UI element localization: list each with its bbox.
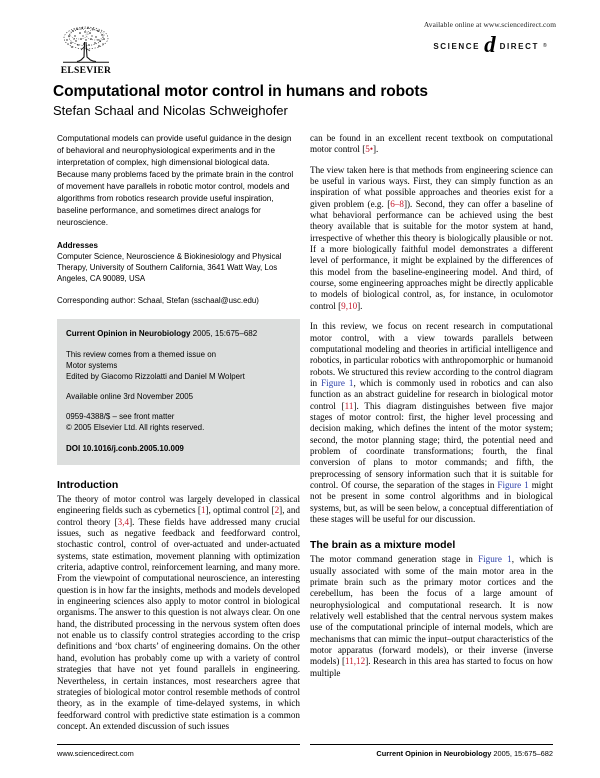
addresses-body: Computer Science, Neuroscience & Biokinesiology and Physical Therapy, University of Southern California, 3641 Watt Way, Los Angeles, CA 90089, USA — [57, 252, 282, 283]
sciencedirect-word-direct: DIRECT — [499, 41, 539, 51]
footer-left-rule — [57, 744, 300, 745]
intro-paragraph-1 — [57, 494, 300, 732]
right-p3-text-c: ]. This diagram distinguishes between five major stages of motor control: first, the higher level processing and decision making, which defines the intent of the motor system; second, the motor planning stage; third, the potential need and problem of coordinate transformations; fourth, the final conversion of plans to motor commands; and fifth, the preprocessing of sensory information such that it is suitable for control. Of course, the separation of the stages in — [310, 400, 553, 490]
figure-1-link-first[interactable]: Figure 1 — [321, 377, 354, 388]
sciencedirect-available-text: Available online at www.sciencedirect.com — [423, 20, 557, 29]
right-p1-text-b: ]. — [373, 144, 379, 155]
intro-text-c: ], and control theory [ — [57, 505, 300, 527]
citation-ref-11[interactable]: 11 — [344, 400, 354, 411]
corresponding-author: Corresponding author: Schaal, Stefan (sschaal@usc.edu) — [57, 296, 259, 305]
right-paragraph-1 — [310, 133, 553, 156]
right-p4-text-b: , which is usually associated with some of the main motor area in the primate brain such as the primary motor cortices and the cerebellum, has been the focus of a large amount of neurophysiological and computational research. It is now relatively well established that the central nervous system makes use of the computational principle of internal models, which are mechanisms that can mimic the input–output characteristics of the motor apparatus (forward models), or their inverse (inverse models) [ — [310, 554, 553, 667]
meta-journal-name: Current Opinion in Neurobiology — [66, 329, 191, 338]
meta-doi[interactable]: DOI 10.1016/j.conb.2005.10.009 — [66, 444, 184, 453]
left-column — [57, 133, 300, 732]
right-p4-text-a: The motor command generation stage in — [310, 554, 479, 565]
right-column — [310, 133, 553, 679]
elsevier-wordmark: ELSEVIER — [60, 66, 112, 76]
footer-journal-citation — [310, 749, 553, 759]
citation-ref-2[interactable]: 2 — [274, 505, 280, 516]
footer-left — [57, 744, 300, 759]
meta-copyright: © 2005 Elsevier Ltd. All rights reserved. — [66, 423, 205, 432]
meta-themed-issue-line2: Motor systems — [66, 361, 118, 370]
footer-website-link[interactable]: www.sciencedirect.com — [57, 749, 134, 758]
citation-ref-6-8[interactable]: 6–8 — [390, 198, 404, 209]
abstract-text: Computational models can provide useful guidance in the design of behavioral and neurophysiological experiments and in the interpretation of complex, high dimensional biological data. Because many problems faced by the primate brain in the control of movement have parallels in robotic motor control, models and algorithms from robotics research provide useful inspiration, baseline performance, and sometimes direct analogs for neuroscience. — [57, 134, 294, 227]
citation-ref-1[interactable]: 1 — [200, 505, 206, 516]
right-p3-text-b: , which is commonly used in robotics and can also function as an abstract guideline for research in biological motor control [ — [310, 377, 553, 411]
section-heading-brain-mixture-model: The brain as a mixture model — [310, 539, 456, 552]
right-paragraph-2 — [310, 165, 553, 312]
right-p2-text-c: ]. — [357, 300, 363, 311]
right-p4-text-c: ]. Research in this area has started to focus on how multiple — [310, 656, 554, 678]
citation-ref-11-12[interactable]: 11,12 — [344, 656, 366, 667]
footer-right-rule — [310, 744, 553, 745]
meta-available-online: Available online 3rd November 2005 — [66, 392, 194, 401]
right-p2-text-a: The view taken here is that methods from engineering science can be useful in various ways. First, they can simply function as an inspiration of what possible approaches and theories exist for a given problem (e.g. [ — [310, 164, 553, 209]
citation-ref-9-10[interactable]: 9,10 — [341, 300, 358, 311]
sciencedirect-logo — [383, 20, 597, 56]
elsevier-tree-icon — [55, 24, 117, 66]
meta-spacer-1 — [66, 382, 291, 391]
sciencedirect-at-glyph-icon: d — [484, 32, 496, 57]
right-p3-text-a: In this review, we focus on recent research in computational motor control, with a view towards parallels between computational modeling and theories in artificial intelligence and robotics, in particular robotics with anthropomorphic or humanoid robots. We structured this review according to the control diagram in — [310, 321, 553, 388]
registered-mark-icon: ® — [542, 43, 547, 49]
intro-text-b: ], optimal control [ — [205, 505, 275, 516]
title-block — [53, 82, 553, 119]
right-p3-text-d: might not be present in some control algorithms and in biological systems, but, as will be seen below, a conceptual differentiation of these stages will be useful for our discussion. — [310, 479, 553, 524]
citation-ref-5[interactable]: 5• — [365, 144, 374, 155]
meta-edited-by: Edited by Giacomo Rizzolatti and Daniel M Wolpert — [66, 372, 245, 381]
elsevier-logo — [53, 18, 119, 76]
intro-text-d: ]. These fields have addressed many crucial issues, such as negative feedback and feedforward control, stochastic control, control of over-actuated and under-actuated systems, state estimation, movement planning with optimization criteria, adaptive control, reinforcement learning, and many more. From the viewpoint of computational neuroscience, an interesting question is in how far the insights, methods and models developed in engineering sciences also apply to motor control in biological organisms. The answer to this question is not always clear. On one hand, the distributed processing in the nervous system often does not enable us to classify control strategies according to the crisp definitions and ‘box charts’ of engineering domains. On the other hand, evolution has probably come up with a variety of control strategies that have not yet found parallels in engineering. Nevertheless, in certain instances, most researchers agree that strategies of biological motor control resemble methods of control theory, as in the example of time-delayed systems, in which feedforward control with predictive state estimation is a common concept. An extended discussion of such issues — [57, 516, 300, 731]
meta-front-matter: 0959-4388/$ – see front matter — [66, 412, 175, 421]
footer-right — [310, 744, 553, 759]
footer-journal-name: Current Opinion in Neurobiology — [376, 749, 492, 758]
page-title: Computational motor control in humans and robots — [53, 83, 428, 100]
right-paragraph-4 — [310, 554, 553, 679]
journal-meta-box — [57, 319, 300, 465]
addresses-heading: Addresses — [57, 241, 98, 250]
meta-journal-citation — [66, 328, 291, 339]
meta-themed-issue-line1: This review comes from a themed issue on — [66, 350, 216, 359]
section-heading-introduction: Introduction — [57, 479, 119, 491]
meta-journal-volume: 2005, 15:675–682 — [190, 329, 258, 338]
article-authors: Stefan Schaal and Nicolas Schweighofer — [53, 103, 288, 118]
right-p2-text-b: ]). Second, they can offer a baseline of what behavioral performance can be achieved using the best theory available that is suitable for the motor system at hand, irrespective of whether this theory is biologically plausible or not. If a more biologically faithful model demonstrates a different level of performance, it might be explained by the differences of this model from the baseline-engineering model. And third, of course, some engineering approaches might be directly applicable to models of biological control, as, for instance, in oculomotor control [ — [310, 198, 553, 311]
masthead — [0, 0, 600, 82]
citation-ref-3-4[interactable]: 3,4 — [117, 516, 130, 527]
sciencedirect-word-science: SCIENCE — [433, 41, 481, 51]
right-paragraph-3 — [310, 321, 553, 525]
figure-1-link-second[interactable]: Figure 1 — [497, 479, 529, 490]
footer-journal-volume: 2005, 15:675–682 — [491, 749, 553, 758]
meta-spacer-2 — [66, 402, 291, 411]
sciencedirect-wordmark — [383, 32, 597, 57]
figure-1-link-third[interactable]: Figure 1 — [478, 554, 512, 565]
intro-text-a: The theory of motor control was largely developed in classical engineering fields such as cybernetics [ — [57, 494, 300, 516]
right-p1-text-a: can be found in an excellent recent textbook on computational motor control [ — [310, 133, 553, 155]
